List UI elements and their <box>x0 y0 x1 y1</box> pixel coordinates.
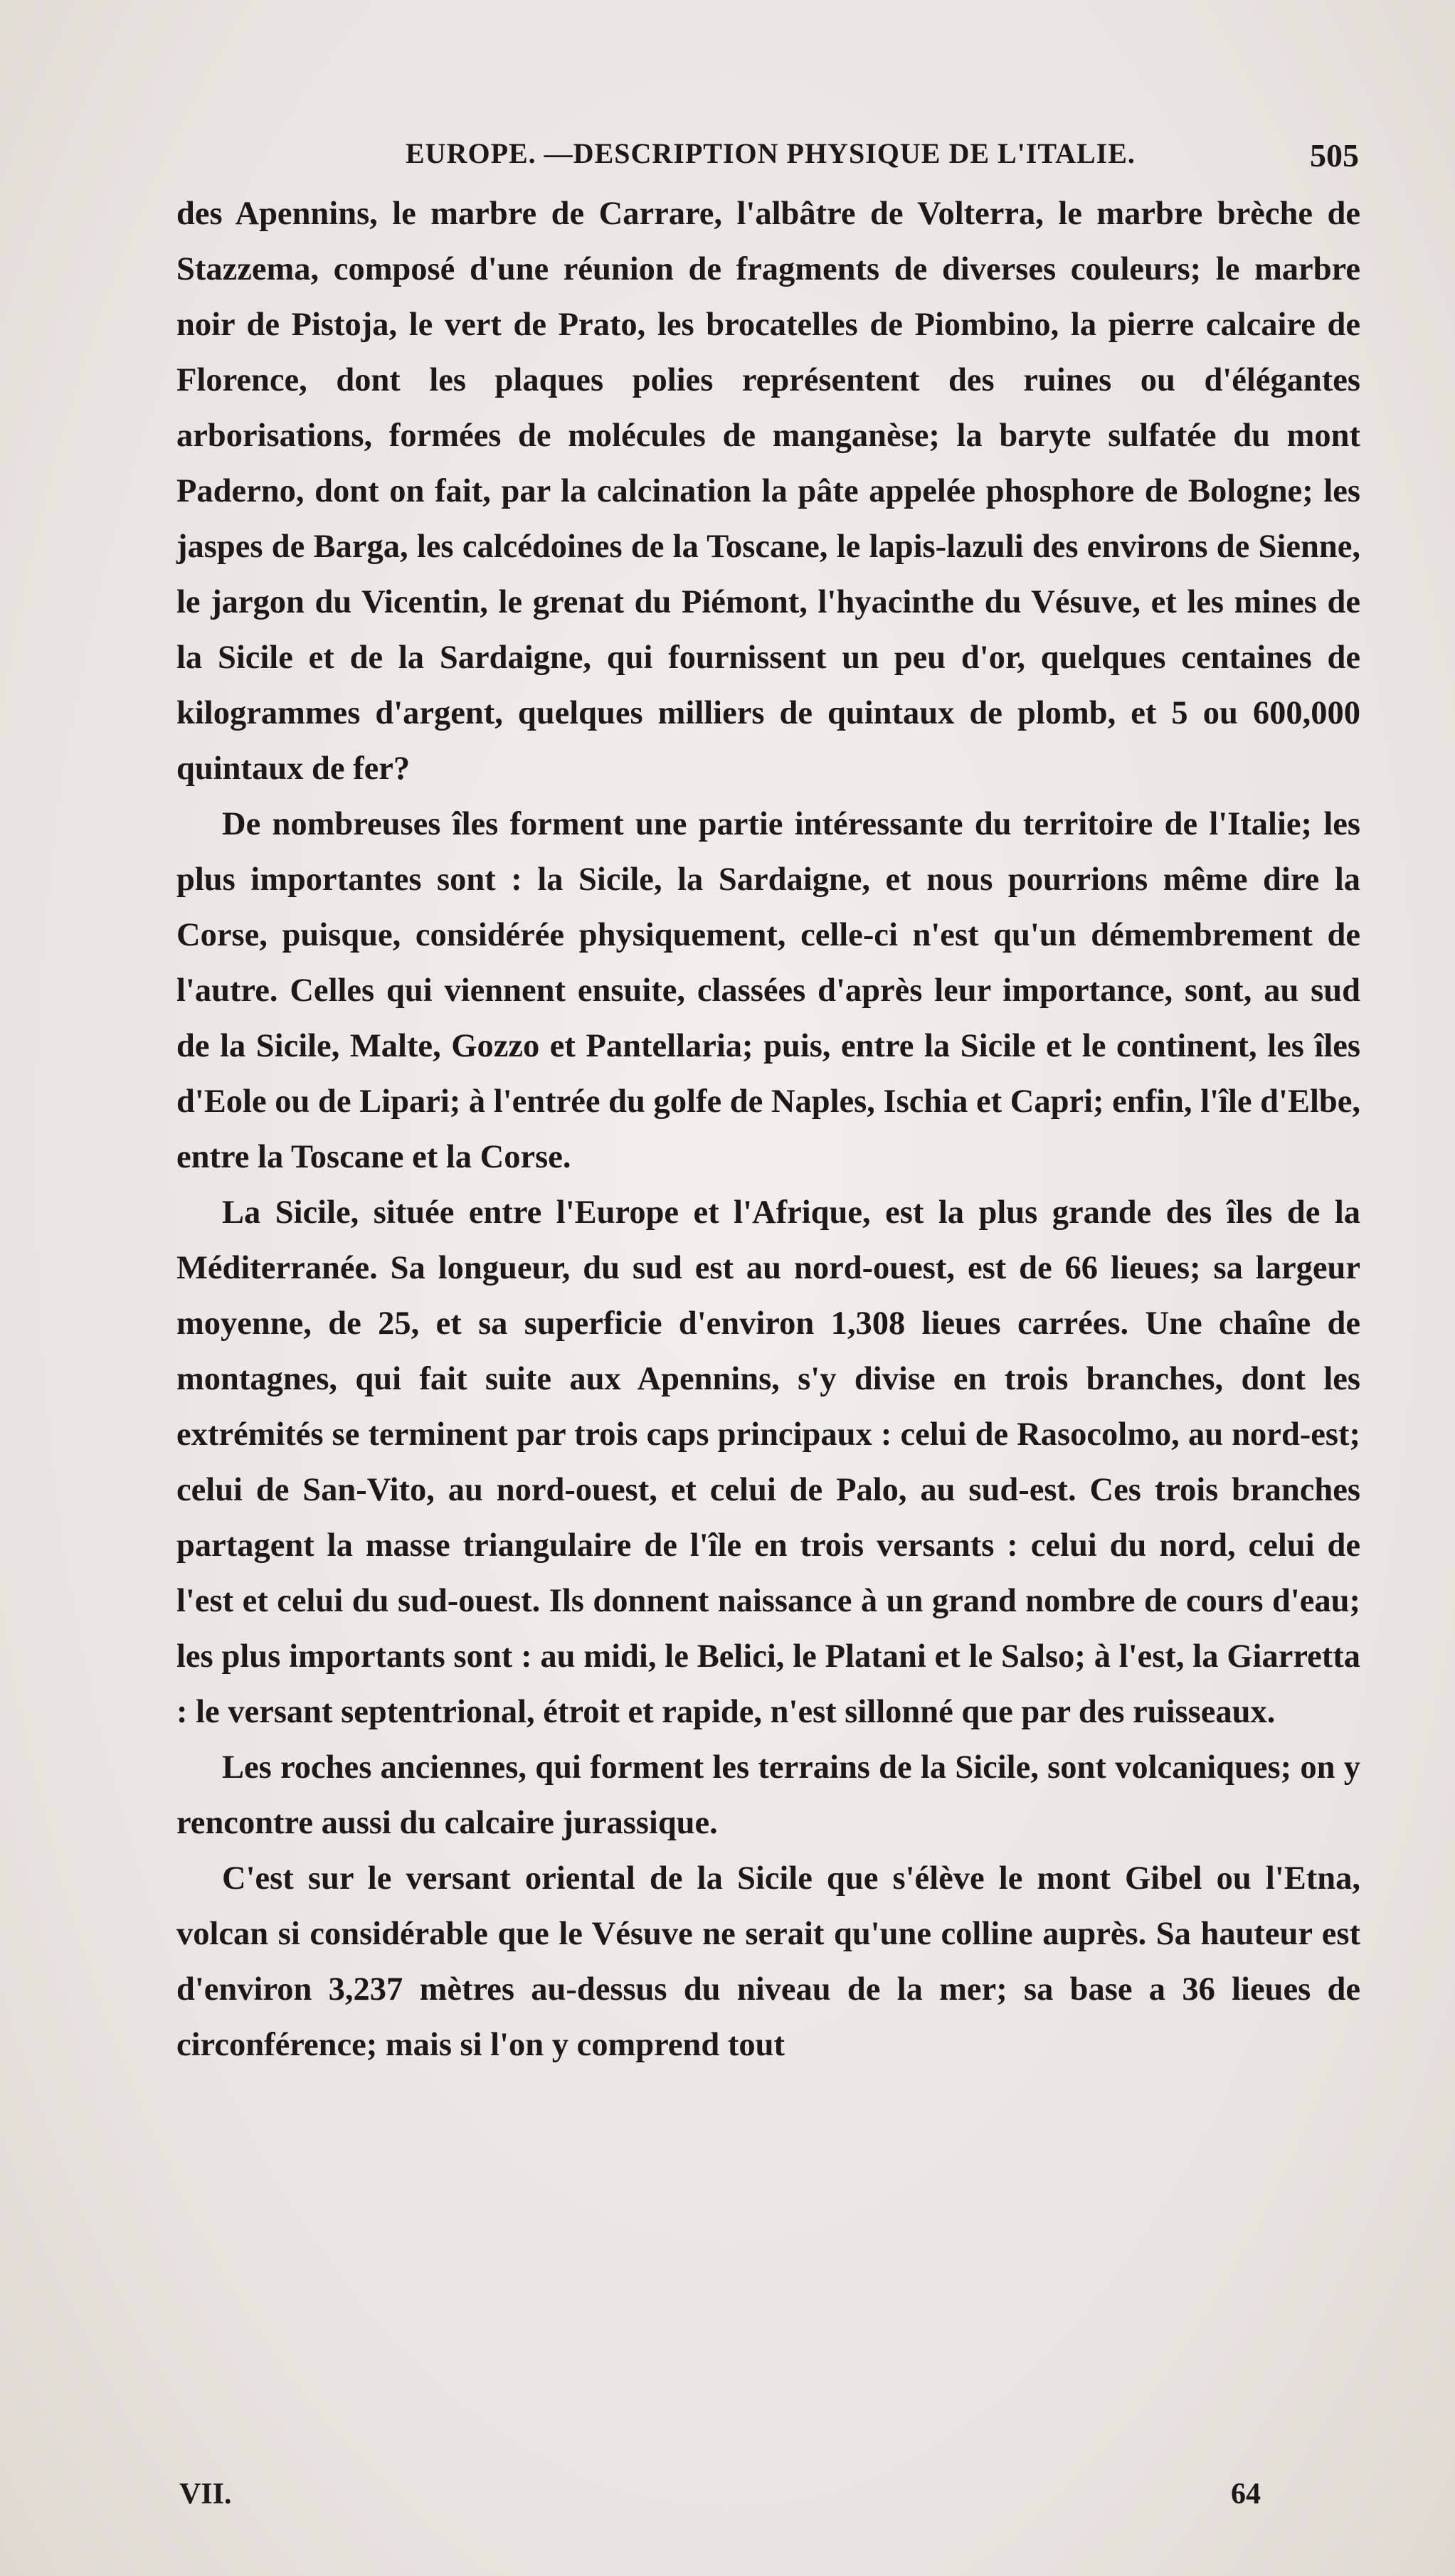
page-footer <box>179 2477 1261 2520</box>
paragraph-minerals: des Apennins, le marbre de Carrare, l'albâtre de Volterra, le marbre brèche de Stazzema, composé d'une réunion de fragments de diverses couleurs; le marbre noir de Pistoja, le vert de Prato, les brocatelles de Piombino, la pierre calcaire de Florence, dont les plaques polies représentent des ruines ou d'élégantes arborisations, formées de molécules de manganèse; la baryte sulfatée du mont Paderno, dont on fait, par la calcination la pâte appelée phosphore de Bologne; les jaspes de Barga, les calcédoines de la Toscane, le lapis-lazuli des environs de Sienne, le jargon du Vicentin, le grenat du Piémont, l'hyacinthe du Vésuve, et les mines de la Sicile et de la Sardaigne, qui fournissent un peu d'or, quelques centaines de kilogrammes d'argent, quelques milliers de quintaux de plomb, et 5 ou 600,000 quintaux de fer? <box>176 196 1360 787</box>
paragraph-etna: C'est sur le versant oriental de la Sicile que s'élève le mont Gibel ou l'Etna, volcan si considérable que le Vésuve ne serait qu'une colline auprès. Sa hauteur est d'environ 3,237 mètres au-dessus du niveau de la mer; sa base a 36 lieues de circonférence; mais si l'on y comprend tout <box>176 1860 1360 2063</box>
paragraph-islands: De nombreuses îles forment une partie intéressante du territoire de l'Italie; les plus importantes sont : la Sicile, la Sardaigne, et nous pourrions même dire la Corse, puisque, considérée physiquement, celle-ci n'est qu'un démembrement de l'autre. Celles qui viennent ensuite, classées d'après leur importance, sont, au sud de la Sicile, Malte, Gozzo et Pantellaria; puis, entre la Sicile et le continent, les îles d'Eole ou de Lipari; à l'entrée du golfe de Naples, Ischia et Capri; enfin, l'île d'Elbe, entre la Toscane et la Corse. <box>176 806 1360 1175</box>
sheet-number: 64 <box>1231 2478 1261 2511</box>
signature-mark: VII. <box>179 2478 232 2511</box>
body-text <box>176 186 1360 2073</box>
page-number: 505 <box>1310 137 1359 174</box>
paragraph-sicily: La Sicile, située entre l'Europe et l'Afrique, est la plus grande des îles de la Méditerranée. Sa longueur, du sud est au nord-ouest, est de 66 lieues; sa largeur moyenne, de 25, et sa superficie d'environ 1,308 lieues carrées. Une chaîne de montagnes, qui fait suite aux Apennins, s'y divise en trois branches, dont les extrémités se terminent par trois caps principaux : celui de Rasocolmo, au nord-est; celui de San-Vito, au nord-ouest, et celui de Palo, au sud-est. Ces trois branches partagent la masse triangulaire de l'île en trois versants : celui du nord, celui de l'est et celui du sud-ouest. Ils donnent naissance à un grand nombre de cours d'eau; les plus importants sont : au midi, le Belici, le Platani et le Salso; à l'est, la Giarretta : le versant septentrional, étroit et rapide, n'est sillonné que par des ruisseaux. <box>176 1194 1360 1730</box>
paragraph-rocks: Les roches anciennes, qui forment les terrains de la Sicile, sont volcaniques; on y rencontre aussi du calcaire jurassique. <box>176 1749 1360 1841</box>
page-header <box>178 137 1359 186</box>
running-title: EUROPE. —DESCRIPTION PHYSIQUE DE L'ITALIE. <box>406 137 1136 169</box>
